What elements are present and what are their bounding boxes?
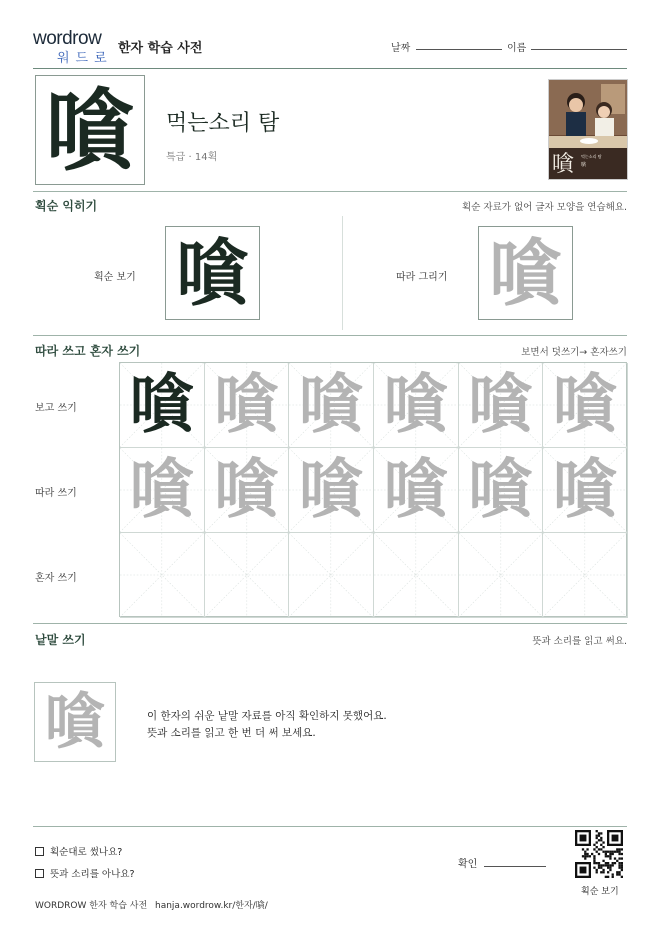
row-label-trace: 따라 쓰기 <box>35 488 77 499</box>
practice-character: 嗿 <box>299 452 364 527</box>
practice-character: 嗿 <box>468 452 533 527</box>
footer-brand: WORDROW 한자 학습 사전 <box>35 901 148 911</box>
name-field[interactable] <box>531 49 627 50</box>
stroke-section-note: 획순 자료가 없어 글자 모양을 연습해요. <box>462 202 627 213</box>
cover-caption: 먹는소리 탐 <box>581 154 602 159</box>
name-label: 이름 <box>507 43 527 54</box>
vocab-message-2: 뜻과 소리를 읽고 한 번 더 써 보세요. <box>147 727 316 739</box>
practice-cell[interactable] <box>543 363 628 448</box>
practice-character: 嗿 <box>553 367 618 442</box>
hero-character: 嗿 <box>45 78 134 182</box>
practice-section-title: 따라 쓰고 혼자 쓰기 <box>35 344 141 358</box>
vocab-message-1: 이 한자의 쉬운 낱말 자료를 아직 확인하지 못했어요. <box>147 710 387 722</box>
checklist-label: 획순대로 썼나요? <box>50 847 123 858</box>
brand-title: 한자 학습 사전 <box>118 41 203 56</box>
practice-cell[interactable] <box>289 448 374 533</box>
practice-cell[interactable] <box>120 448 205 533</box>
vocab-character: 嗿 <box>45 687 105 757</box>
illustration-image <box>548 79 628 180</box>
practice-character: 嗿 <box>299 367 364 442</box>
vocab-section-title: 낱말 쓰기 <box>35 633 86 647</box>
checklist-label: 뜻과 소리를 아나요? <box>50 869 135 880</box>
confirm-label: 확인 <box>458 859 478 870</box>
stroke-view-box <box>165 226 260 320</box>
vocab-character-box[interactable] <box>34 682 116 762</box>
grade-strokes: 특급 · 14획 <box>166 152 218 163</box>
trace-box[interactable] <box>478 226 573 320</box>
practice-section-divider <box>33 623 627 624</box>
cover-caption-char: 嗿 <box>581 162 587 168</box>
practice-grid <box>119 362 627 617</box>
header-divider <box>33 68 627 69</box>
vocab-section-divider <box>33 826 627 827</box>
practice-cell[interactable] <box>120 533 205 618</box>
qr-caption: 획순 보기 <box>581 887 619 897</box>
wordrow-logo <box>33 28 113 66</box>
practice-section-note: 보면서 덧쓰기→ 혼자쓰기 <box>521 347 627 358</box>
cover-character: 嗿 <box>552 152 575 177</box>
practice-cell[interactable] <box>459 448 544 533</box>
practice-cell[interactable] <box>205 363 290 448</box>
practice-character: 嗿 <box>383 367 448 442</box>
practice-character: 嗿 <box>553 452 618 527</box>
vocab-section-note: 뜻과 소리를 읽고 써요. <box>532 636 627 647</box>
practice-character: 嗿 <box>214 452 279 527</box>
checkbox[interactable] <box>35 847 44 856</box>
practice-cell[interactable] <box>289 363 374 448</box>
confirm-signature-line[interactable] <box>484 866 546 867</box>
practice-character: 嗿 <box>383 452 448 527</box>
stroke-divider <box>342 216 343 330</box>
practice-cell[interactable] <box>120 363 205 448</box>
practice-cell[interactable] <box>374 448 459 533</box>
practice-cell[interactable] <box>374 363 459 448</box>
practice-cell[interactable] <box>205 448 290 533</box>
stroke-section-title: 획순 익히기 <box>35 199 98 213</box>
checklist-item-meaning[interactable] <box>35 866 135 880</box>
hero-divider <box>33 191 627 192</box>
practice-cell[interactable] <box>289 533 374 618</box>
practice-cell[interactable] <box>459 533 544 618</box>
practice-character: 嗿 <box>214 367 279 442</box>
checkbox[interactable] <box>35 869 44 878</box>
row-label-see: 보고 쓰기 <box>35 403 77 414</box>
checklist-item-strokes[interactable] <box>35 844 122 858</box>
stroke-view-character: 嗿 <box>176 230 249 315</box>
practice-cell[interactable] <box>374 533 459 618</box>
trace-character: 嗿 <box>489 230 562 315</box>
stroke-section-divider <box>33 335 627 336</box>
practice-cell[interactable] <box>543 533 628 618</box>
practice-cell[interactable] <box>543 448 628 533</box>
page-title: 먹는소리 탐 <box>166 111 280 136</box>
trace-label: 따라 그리기 <box>396 272 448 283</box>
practice-character: 嗿 <box>468 367 533 442</box>
logo-english: wordrow <box>33 28 102 49</box>
practice-character: 嗿 <box>129 367 194 442</box>
row-label-alone: 혼자 쓰기 <box>35 573 77 584</box>
footer-url[interactable]: hanja.wordrow.kr/한자/嗿/ <box>155 901 268 911</box>
logo-korean: 워드로 <box>57 51 113 66</box>
practice-cell[interactable] <box>205 533 290 618</box>
practice-cell[interactable] <box>459 363 544 448</box>
practice-character: 嗿 <box>129 452 194 527</box>
qr-code-icon[interactable] <box>575 830 623 878</box>
hero-character-box <box>35 75 145 185</box>
date-label: 날짜 <box>391 43 411 54</box>
view-strokes-label: 획순 보기 <box>94 272 136 283</box>
date-field[interactable] <box>416 49 502 50</box>
